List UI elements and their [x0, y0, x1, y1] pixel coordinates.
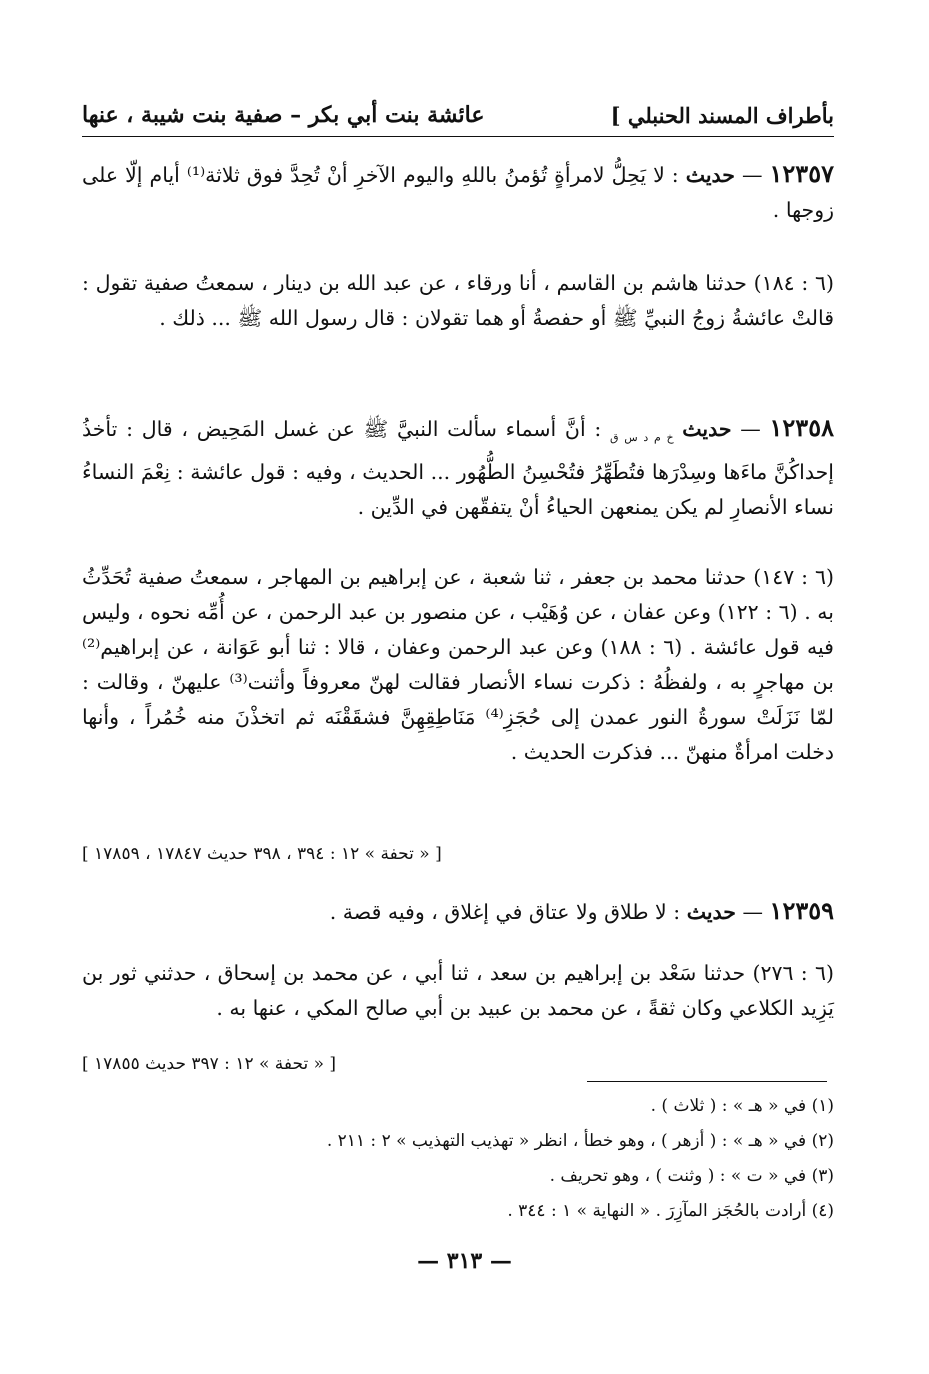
- hadith-keyword: حديث: [682, 417, 732, 441]
- reference-text: [ « تحفة » ١٢ : ٣٩٧ حديث ١٧٨٥٥ ]: [82, 1054, 337, 1074]
- running-header: [82, 98, 834, 128]
- footnote-3: (٣) في « ت » : ( وثنت ) ، وهو تحريف .: [549, 1166, 834, 1186]
- page-number: — ٣١٣ —: [417, 1248, 512, 1274]
- hadith-entry-12359: ١٢٣٥٩ — حديث : لا طلاق ولا عتاق في إغلاق ، وفيه قصة .: [329, 896, 834, 925]
- hadith-text: : أنَّ أسماء سألت النبيَّ ﷺ عن غسل المَحِيض ، قال : تأخذُ إحداكُنَّ ماءَها وسِدْرَها فتُطَهِّرُ فتُحْسِنُ الطُّهُور ... الحديث ، وفيه : قول عائشة : نِعْمَ النساءُ نساء الأنصارِ لم يكن يمنعهن الحياءُ أنْ يتفقّهن في الدِّين .: [82, 417, 834, 520]
- hadith-sigla: خ م د س ق: [610, 431, 674, 445]
- tuhfa-reference-12359: [82, 1054, 834, 1074]
- tuhfa-reference-12358: [82, 844, 834, 864]
- hadith-number: ١٢٣٥٨: [769, 413, 834, 442]
- hadith-number: ١٢٣٥٩: [769, 896, 834, 925]
- reference-text: [ « تحفة » ١٢ : ٣٩٤ ، ٣٩٨ حديث ١٧٨٤٧ ، ١٧٨٥٩ ]: [82, 844, 442, 864]
- hadith-entry-12358: ١٢٣٥٨ — حديث $_{خ م د س ق}$ : أنَّ أسماء سألت النبيَّ ﷺ عن غسل المَحِيض ، قال : تأخذُ إحداكُنَّ ماءَها وسِدْرَها فتُطَهِّرُ فتُحْسِنُ الطُّهُور ... الحديث ، وفيه : قول عائشة : نِعْمَ النساءُ نساء الأنصارِ لم يكن يمنعهن الحياءُ أنْ يتفقّهن في الدِّين .: [82, 413, 834, 520]
- footnote-4: (٤) أرادت بالحُجَز المآزِرَ . « النهاية » ١ : ٣٤٤ .: [507, 1201, 834, 1221]
- header-section-title: عائشة بنت أبي بكر – صفية بنت شيبة ، عنها: [82, 102, 485, 128]
- hadith-keyword: حديث: [685, 163, 735, 187]
- hadith-number: ١٢٣٥٧: [769, 159, 834, 188]
- footnote-1: (١) في « هـ » : ( ثلاث ) .: [650, 1096, 834, 1116]
- footnote-rule: [587, 1081, 827, 1082]
- isnad-text: (٦ : ١٨٤) حدثنا هاشم بن القاسم ، أنا ورقاء ، عن عبد الله بن دينار ، سمعتُ صفية تقول : قالتْ عائشةُ زوجُ النبيِّ ﷺ أو حفصةُ أو هما تقولان : قال رسول الله ﷺ ... ذلك .: [82, 271, 834, 330]
- isnad-text: (٦ : ١٤٧) حدثنا محمد بن جعفر ، ثنا شعبة ، عن إبراهيم بن المهاجر ، سمعتُ صفية تُحَدِّثُ به . (٦ : ١٢٢) وعن عفان ، عن وُهَيْب ، عن منصور بن عبد الرحمن ، عن أُمِّه نحوه ، وليس فيه قول عائشة . (٦ : ١٨٨) وعن عبد الرحمن وعفان ، قالا : ثنا أبو عَوَانة ، عن إبراهيم⁽²⁾ بن مهاجرٍ به ، ولفظُهُ : ذكرت نساء الأنصار فقالت لهنّ معروفاً وأثنت⁽³⁾ عليهنّ ، وقالت : لمّا نَزَلَتْ سورةُ النور عمدن إلى حُجَزِ⁽⁴⁾ مَنَاطِقِهِنَّ فشقَقْنَه ثم اتخذْنَ منه خُمُراً ، وأنها دخلت امرأةٌ منهنّ ... فذكرت الحديث .: [82, 565, 834, 764]
- header-rule: [82, 136, 834, 137]
- hadith-entry-12357: ١٢٣٥٧ — حديث : لا يَحِلُّ لامرأةٍ تُؤمنُ باللهِ واليوم الآخرِ أنْ تُحِدَّ فوق ثلاثة⁽¹⁾ أيام إلّا على زوجها .: [82, 159, 834, 222]
- footnote-2: (٢) في « هـ » : ( أزهر ) ، وهو خطأ ، انظر « تهذيب التهذيب » ٢ : ٢١١ .: [326, 1131, 834, 1151]
- isnad-text: (٦ : ٢٧٦) حدثنا سَعْد بن إبراهيم بن سعد ، ثنا أبي ، عن محمد بن إسحاق ، حدثني ثور بن يَزِيد الكلاعي وكان ثقةً ، عن محمد بن عبيد بن أبي صالح المكي ، عنها به .: [82, 961, 834, 1020]
- header-book-title: بأطراف المسند الحنبلي ]: [610, 103, 834, 128]
- isnad-12359: [82, 956, 834, 1026]
- isnad-12357: [82, 266, 834, 336]
- hadith-keyword: حديث: [686, 900, 736, 924]
- isnad-12358: [82, 560, 834, 770]
- hadith-text: : لا طلاق ولا عتاق في إغلاق ، وفيه قصة .: [329, 900, 681, 924]
- hadith-text: : لا يَحِلُّ لامرأةٍ تُؤمنُ باللهِ واليوم الآخرِ أنْ تُحِدَّ فوق ثلاثة⁽¹⁾ أيام إلّا على زوجها .: [82, 163, 834, 222]
